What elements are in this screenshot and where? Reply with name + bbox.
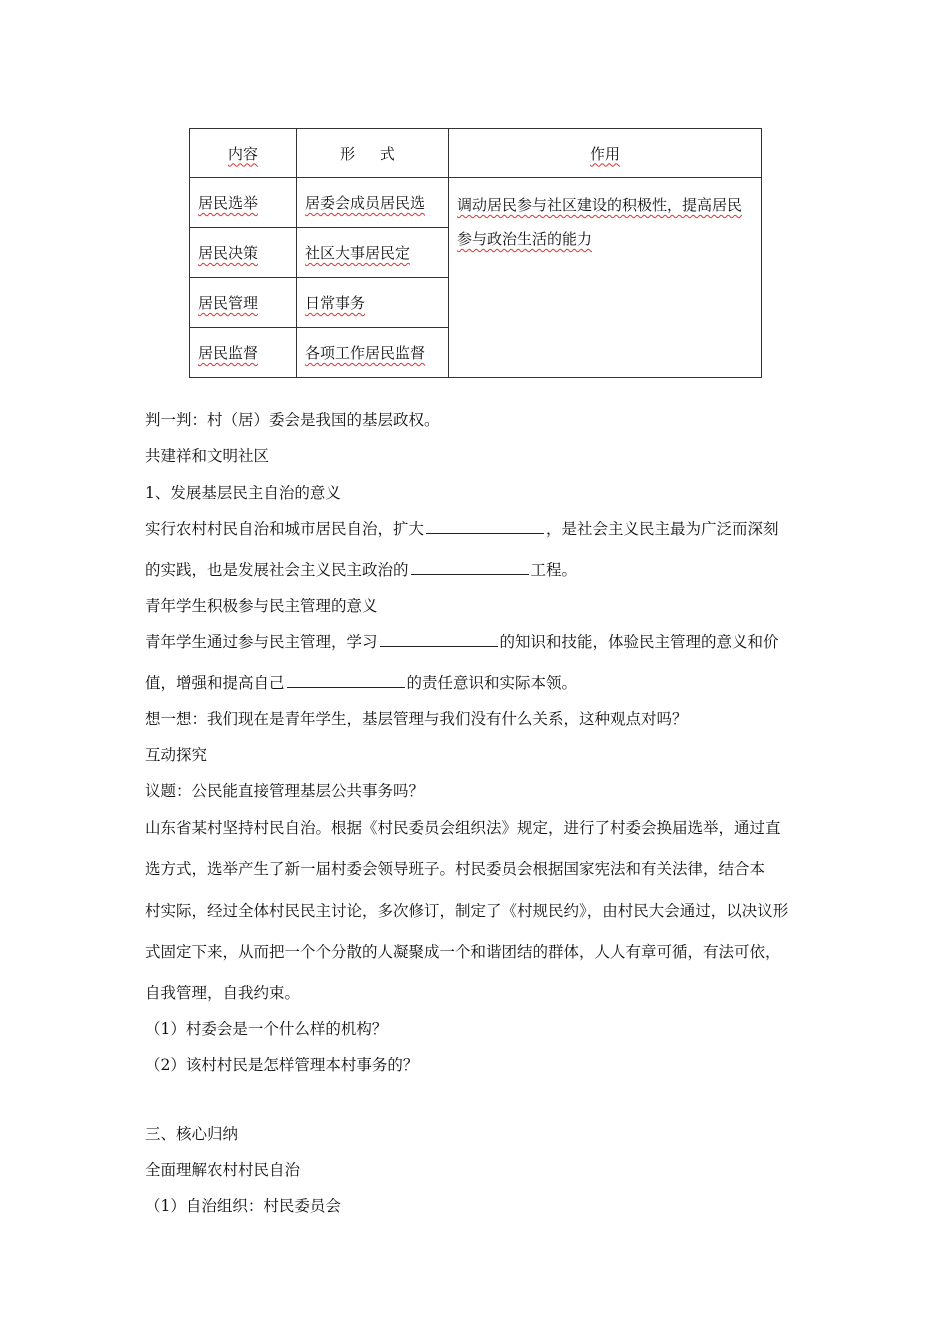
judge-question: 判一判：村（居）委会是我国的基层政权。 [145,411,440,429]
topic-line: 议题：公民能直接管理基层公共事务吗？ [145,782,425,800]
case-line-1: 山东省某村坚持村民自治。根据《村民委员会组织法》规定，进行了村委会换届选举，通过直 [145,819,781,837]
header-form: 形 式 [297,129,449,178]
self-governance-table [189,128,762,378]
header-content: 内容 [190,129,297,178]
case-line-4: 式固定下来，从而把一个个分散的人凝聚成一个和谐团结的群体，人人有章可循，有法可依， [145,943,781,961]
cell-form: 社区大事居民定 [297,228,449,278]
cell-form: 各项工作居民监督 [297,328,449,378]
youth-paragraph-line-1: 青年学生通过参与民主管理，学习 的知识和技能，体验民主管理的意义和价 [145,633,779,651]
meaning-paragraph-line-2: 的实践，也是发展社会主义民主政治的 工程。 [145,561,578,579]
header-effect: 作用 [449,129,762,178]
question-1: （1）村委会是一个什么样的机构？ [145,1020,388,1038]
fill-blank[interactable] [426,519,544,534]
youth-paragraph-line-2: 值，增强和提高自己 的责任意识和实际本领。 [145,674,578,692]
cell-content: 居民管理 [190,278,297,328]
core-summary-item-1: （1）自治组织：村民委员会 [145,1197,341,1215]
section-heading-build: 共建祥和文明社区 [145,447,270,465]
case-line-5: 自我管理，自我约束。 [145,984,301,1002]
youth-title: 青年学生积极参与民主管理的意义 [145,597,378,615]
question-2: （2）该村村民是怎样管理本村事务的？ [145,1056,419,1074]
cell-content: 居民决策 [190,228,297,278]
core-summary-subtitle: 全面理解农村村民自治 [145,1161,301,1179]
meaning-paragraph-line-1: 实行农村村民自治和城市居民自治，扩大 ，是社会主义民主最为广泛而深刻 [145,520,779,538]
cell-effect: 调动居民参与社区建设的积极性，提高居民参与政治生活的能力 [449,178,762,378]
cell-form: 日常事务 [297,278,449,328]
cell-content: 居民监督 [190,328,297,378]
cell-content: 居民选举 [190,178,297,228]
table-row [190,178,762,228]
meaning-title: 1、发展基层民主自治的意义 [145,484,341,502]
core-summary-title: 三、核心归纳 [145,1125,239,1143]
fill-blank[interactable] [411,560,529,575]
interactive-heading: 互动探究 [145,746,208,764]
case-line-2: 选方式，选举产生了新一届村委会领导班子。村民委员会根据国家宪法和有关法律，结合本 [145,860,766,878]
fill-blank[interactable] [380,632,498,647]
case-line-3: 村实际，经过全体村民民主讨论，多次修订，制定了《村规民约》，由村民大会通过，以决议形 [145,902,789,920]
table-header-row [190,129,762,178]
fill-blank[interactable] [287,673,405,688]
think-question: 想一想：我们现在是青年学生，基层管理与我们没有什么关系，这种观点对吗？ [145,710,688,728]
cell-form: 居委会成员居民选 [297,178,449,228]
